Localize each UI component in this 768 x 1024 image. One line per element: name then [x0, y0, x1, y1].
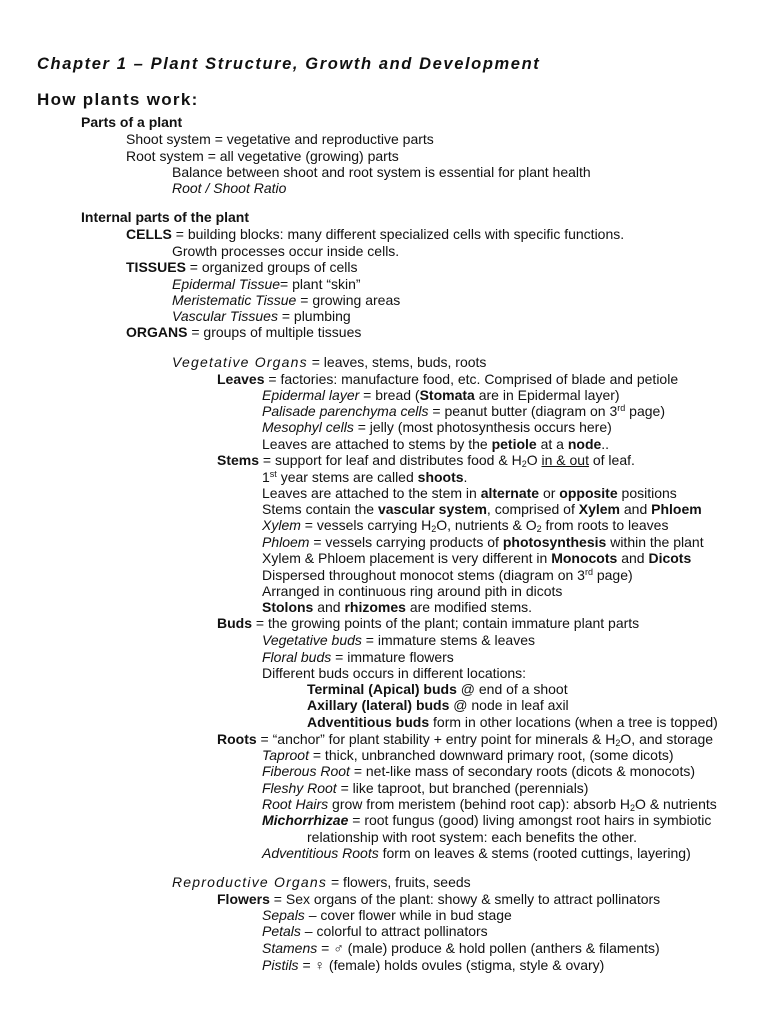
- terminal-buds-line: Terminal (Apical) buds @ end of a shoot: [307, 681, 568, 697]
- adventitious-buds-line: Adventitious buds form in other locations (when a tree is topped): [307, 714, 718, 730]
- leaf-positions-line: Leaves are attached to the stem in alternate or opposite positions: [262, 485, 677, 501]
- cells-line: CELLS = building blocks: many different specialized cells with specific functions.: [126, 226, 625, 242]
- pistils-line: Pistils = ♀ (female) holds ovules (stigma, style & ovary): [262, 957, 605, 973]
- monocot-stems-line: Dispersed throughout monocot stems (diagram on 3rd page): [262, 567, 633, 583]
- stamens-line: Stamens = ♂ (male) produce & hold pollen (anthers & filaments): [262, 940, 660, 956]
- floral-buds-line: Floral buds = immature flowers: [262, 649, 454, 665]
- vascular-tissue-line: Vascular Tissues = plumbing: [172, 308, 351, 324]
- ratio-line: Root / Shoot Ratio: [172, 180, 287, 196]
- palisade-line: Palisade parenchyma cells = peanut butter (diagram on 3rd page): [262, 403, 665, 419]
- taproot-line: Taproot = thick, unbranched downward primary root, (some dicots): [262, 747, 674, 763]
- vegetative-buds-line: Vegetative buds = immature stems & leaves: [262, 632, 536, 648]
- reproductive-heading: Reproductive Organs = flowers, fruits, seeds: [172, 874, 471, 890]
- stems-line: Stems = support for leaf and distributes food & $H_2O$ in & out of leaf.: [217, 452, 635, 469]
- bud-locations-line: Different buds occurs in different locations:: [262, 665, 527, 681]
- flowers-line: Flowers = Sex organs of the plant: showy & smelly to attract pollinators: [217, 891, 661, 907]
- vascular-system-line: Stems contain the vascular system, comprised of Xylem and Phloem: [262, 501, 702, 517]
- leaves-line: Leaves = factories: manufacture food, etc. Comprised of blade and petiole: [217, 371, 679, 387]
- roots-line: Roots = “anchor” for plant stability + entry point for minerals & $H_2O$, and storage: [217, 731, 714, 748]
- epidermal-tissue-line: Epidermal Tissue= plant “skin”: [172, 276, 361, 292]
- tissues-line: TISSUES = organized groups of cells: [126, 259, 358, 275]
- balance-line: Balance between shoot and root system is essential for plant health: [172, 164, 591, 180]
- internal-heading: Internal parts of the plant: [81, 209, 250, 225]
- vegetative-heading: Vegetative Organs = leaves, stems, buds, roots: [172, 354, 487, 370]
- epidermal-layer-line: Epidermal layer = bread (Stomata are in Epidermal layer): [262, 387, 620, 403]
- petiole-line: Leaves are attached to stems by the petiole at a node..: [262, 436, 610, 452]
- growth-line: Growth processes occur inside cells.: [172, 243, 400, 259]
- shoot-system-line: Shoot system = vegetative and reproductive parts: [126, 131, 434, 147]
- adventitious-roots-line: Adventitious Roots form on leaves & stems (rooted cuttings, layering): [262, 845, 691, 861]
- xylem-line: Xylem = vessels carrying $H_2O$, nutrients & $O_2$ from roots to leaves: [262, 517, 669, 534]
- section-heading: How plants work:: [37, 90, 199, 109]
- buds-line: Buds = the growing points of the plant; contain immature plant parts: [217, 615, 640, 631]
- michorrhizae-line: Michorrhizae = root fungus (good) living amongst root hairs in symbiotic: [262, 812, 712, 828]
- root-system-line: Root system = all vegetative (growing) parts: [126, 148, 399, 164]
- axillary-buds-line: Axillary (lateral) buds @ node in leaf axil: [307, 697, 569, 713]
- meristematic-tissue-line: Meristematic Tissue = growing areas: [172, 292, 401, 308]
- fleshy-root-line: Fleshy Root = like taproot, but branched (perennials): [262, 780, 589, 796]
- petals-line: Petals – colorful to attract pollinators: [262, 923, 488, 939]
- sepals-line: Sepals – cover flower while in bud stage: [262, 907, 512, 923]
- monocots-dicots-line: Xylem & Phloem placement is very different in Monocots and Dicots: [262, 550, 692, 566]
- stolons-line: Stolons and rhizomes are modified stems.: [262, 599, 533, 615]
- root-hairs-line: Root Hairs grow from meristem (behind root cap): absorb $H_2O$ & nutrients: [262, 796, 717, 813]
- phloem-line: Phloem = vessels carrying products of photosynthesis within the plant: [262, 534, 704, 550]
- symbiotic-line: relationship with root system: each benefits the other.: [307, 829, 637, 845]
- fiberous-root-line: Fiberous Root = net-like mass of secondary roots (dicots & monocots): [262, 763, 696, 779]
- shoots-line: 1st year stems are called shoots.: [262, 469, 468, 485]
- parts-heading: Parts of a plant: [81, 114, 183, 130]
- dicot-ring-line: Arranged in continuous ring around pith in dicots: [262, 583, 563, 599]
- organs-line: ORGANS = groups of multiple tissues: [126, 324, 362, 340]
- mesophyl-line: Mesophyl cells = jelly (most photosynthesis occurs here): [262, 419, 612, 435]
- chapter-title: Chapter 1 – Plant Structure, Growth and Development: [37, 55, 541, 73]
